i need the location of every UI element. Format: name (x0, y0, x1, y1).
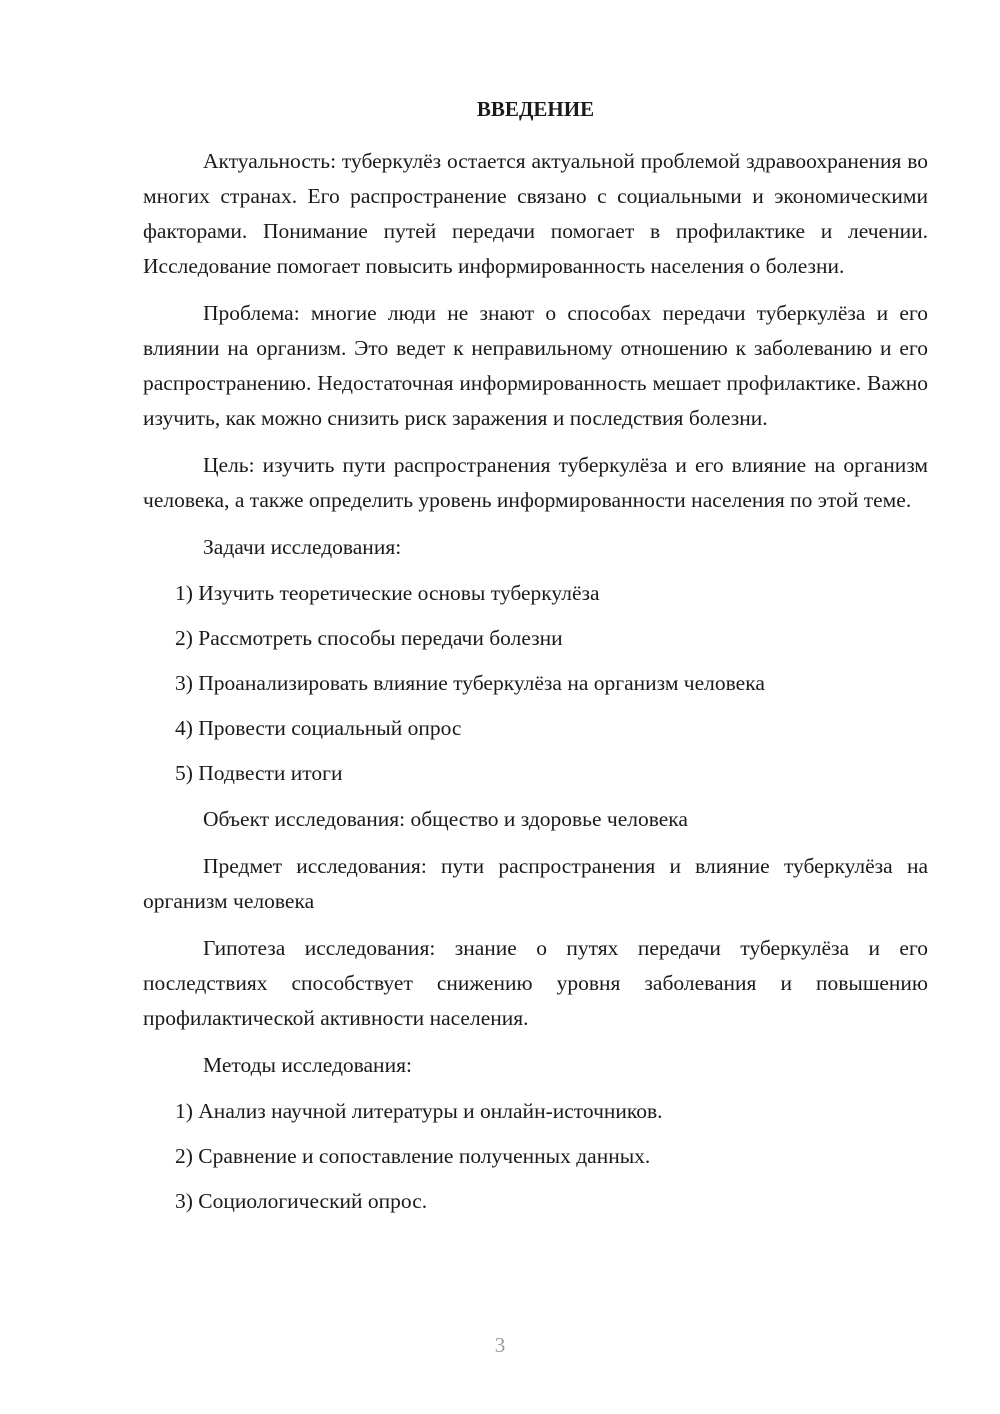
list-item: 1) Анализ научной литературы и онлайн-источников. (175, 1099, 663, 1123)
goal-paragraph: Цель: изучить пути распространения туберкулёза и его влияние на организм человека, а также определить уровень информированности населения по этой теме. (143, 453, 928, 512)
list-item: 2) Сравнение и сопоставление полученных данных. (175, 1144, 651, 1168)
list-item: 3) Проанализировать влияние туберкулёза на организм человека (175, 671, 765, 695)
section-title: ВВЕДЕНИЕ (476, 97, 595, 121)
relevance-paragraph: Актуальность: туберкулёз остается актуальной проблемой здравоохранения во многих странах. Его распространение связано с социальными и экономическими факторами. Понимание путей передачи помогает в профилактике и лечении. Исследование помогает повысить информированность населения о болезни. (143, 149, 928, 278)
tasks-list (143, 576, 928, 791)
list-item: 2) Рассмотреть способы передачи болезни (175, 626, 563, 650)
document-page (143, 94, 928, 1230)
object-paragraph: Объект исследования: общество и здоровье человека (203, 807, 688, 831)
list-item: 1) Изучить теоретические основы туберкулёза (175, 581, 600, 605)
subject-paragraph: Предмет исследования: пути распространения и влияние туберкулёза на организм человека (143, 854, 928, 913)
hypothesis-paragraph: Гипотеза исследования: знание о путях передачи туберкулёза и его последствиях способствует снижению уровня заболевания и повышению профилактической активности населения. (143, 936, 928, 1030)
page-number: 3 (494, 1333, 506, 1357)
methods-list (143, 1094, 928, 1219)
tasks-label: Задачи исследования: (203, 535, 402, 559)
list-item: 3) Социологический опрос. (175, 1189, 428, 1213)
problem-paragraph: Проблема: многие люди не знают о способах передачи туберкулёза и его влиянии на организм. Это ведет к неправильному отношению к заболеванию и его распространению. Недостаточная информированность мешает профилактике. Важно изучить, как можно снизить риск заражения и последствия болезни. (143, 301, 928, 430)
list-item: 4) Провести социальный опрос (175, 716, 462, 740)
list-item: 5) Подвести итоги (175, 761, 343, 785)
methods-label: Методы исследования: (203, 1053, 412, 1077)
